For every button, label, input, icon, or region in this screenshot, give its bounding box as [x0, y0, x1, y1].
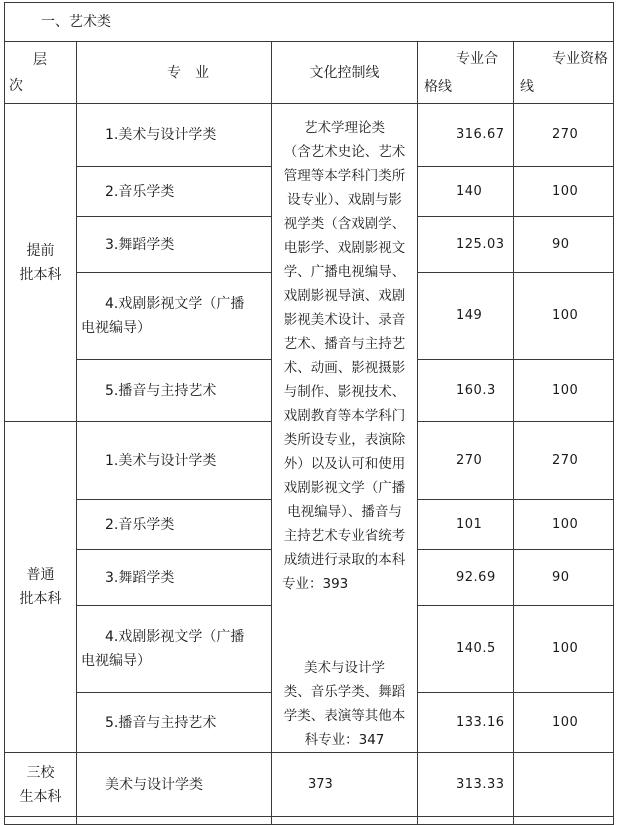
- control-line: （含艺术史论、艺术: [283, 144, 406, 160]
- header-level: [5, 42, 77, 104]
- header-qualification-line: [514, 42, 614, 104]
- pass-score-cell: 140: [418, 167, 514, 217]
- table-row: [5, 753, 614, 817]
- major-line1: 4.戏剧影视文学（广播: [105, 296, 245, 312]
- qualification-score-cell: 90: [514, 217, 614, 273]
- major-line2: 电视编导）: [81, 653, 151, 669]
- control-line: 美术与设计学: [304, 660, 385, 676]
- level-line2: 批本科: [19, 591, 62, 607]
- control-text-block-1: [280, 116, 409, 596]
- major-cell: [77, 606, 272, 693]
- level-cell-regular-batch: [5, 422, 77, 753]
- control-line: 成绩进行录取的本科: [283, 552, 406, 568]
- control-line: 专业：393: [282, 576, 349, 592]
- control-line: 电视编导）、播音与: [287, 504, 402, 520]
- level-line2: 批本科: [19, 266, 62, 283]
- major-line1: 4.戏剧影视文学（广播: [105, 629, 245, 645]
- qualification-score-cell: 100: [514, 273, 614, 360]
- control-line: 科专业：347: [304, 732, 385, 748]
- header-qual-line2: 线: [520, 78, 534, 95]
- pass-score-cell: 140.5: [418, 606, 514, 693]
- control-line: 类所设专业，表演除: [283, 432, 406, 448]
- pass-score-cell: 313.33: [418, 753, 514, 817]
- major-cell: 5.播音与主持艺术: [77, 693, 272, 753]
- header-pass-line2: 格线: [424, 78, 452, 95]
- major-cell: 3.舞蹈学类: [77, 217, 272, 273]
- qualification-score-cell: 100: [514, 500, 614, 550]
- header-level-line1: 层: [33, 51, 47, 68]
- major-cell: 5.播音与主持艺术: [77, 360, 272, 422]
- major-line2: 电视编导）: [81, 320, 151, 336]
- major-cell: 美术与设计学类: [77, 753, 272, 817]
- major-cell: 2.音乐学类: [77, 167, 272, 217]
- control-line: 类、音乐学类、舞蹈: [283, 684, 406, 700]
- control-line: 与制作、影视技术、: [283, 384, 406, 400]
- qualification-score-cell: [514, 753, 614, 817]
- level-line1: 三校: [26, 764, 55, 781]
- header-row: [5, 42, 614, 104]
- control-line-cell: [272, 104, 418, 753]
- control-line: 戏剧教育等本学科门: [283, 408, 406, 424]
- control-line: 设专业）、戏剧与影: [287, 192, 402, 208]
- level-cell-early-batch: [5, 104, 77, 422]
- pass-score-cell: 92.69: [418, 550, 514, 606]
- control-line: 电影学、戏剧影视文: [283, 240, 406, 256]
- control-line: 学、广播电视编导、: [283, 264, 406, 280]
- qualification-score-cell: 100: [514, 606, 614, 693]
- header-pass-line1: 专业合: [456, 50, 498, 67]
- control-line: 艺术、播音与主持艺: [283, 336, 406, 352]
- major-cell: 1.美术与设计学类: [77, 104, 272, 167]
- table-row: [5, 104, 614, 167]
- pass-score-cell: 125.03: [418, 217, 514, 273]
- control-line: 管理等本学科门类所: [283, 168, 406, 184]
- header-control-line: 文化控制线: [272, 42, 418, 104]
- control-text-block-2: [280, 656, 409, 752]
- control-line: 外）以及认可和使用: [283, 456, 406, 472]
- pass-score-cell: 270: [418, 422, 514, 500]
- major-cell: [77, 273, 272, 360]
- pass-score-cell: 160.3: [418, 360, 514, 422]
- control-line: 艺术学理论类: [304, 120, 385, 136]
- control-line: 戏剧影视导演、戏剧: [283, 288, 406, 304]
- qualification-score-cell: 270: [514, 422, 614, 500]
- header-major: 专 业: [77, 42, 272, 104]
- qualification-score-cell: 100: [514, 360, 614, 422]
- control-line: 学类、表演等其他本: [283, 708, 406, 724]
- level-line1: 提前: [26, 242, 55, 259]
- pass-score-cell: 101: [418, 500, 514, 550]
- major-cell: 3.舞蹈学类: [77, 550, 272, 606]
- pass-score-cell: 133.16: [418, 693, 514, 753]
- control-line: 戏剧影视文学（广播: [283, 480, 406, 496]
- header-qual-line1: 专业资格: [552, 50, 608, 67]
- qualification-score-cell: 100: [514, 167, 614, 217]
- level-line1: 普通: [26, 567, 55, 583]
- level-cell-three-school: [5, 753, 77, 817]
- major-cell: 1.美术与设计学类: [77, 422, 272, 500]
- control-line: 主持艺术专业省统考: [283, 528, 406, 544]
- art-admission-table: [4, 2, 614, 825]
- qualification-score-cell: 100: [514, 693, 614, 753]
- major-cell: 2.音乐学类: [77, 500, 272, 550]
- qualification-score-cell: 270: [514, 104, 614, 167]
- table-caption: 一、艺术类: [5, 3, 614, 42]
- header-level-line2: 次: [9, 77, 23, 94]
- control-line: 影视美术设计、录音: [283, 312, 406, 328]
- qualification-score-cell: 90: [514, 550, 614, 606]
- level-line2: 生本科: [19, 788, 62, 805]
- pass-score-cell: 316.67: [418, 104, 514, 167]
- pass-score-cell: 149: [418, 273, 514, 360]
- header-pass-line: [418, 42, 514, 104]
- control-line-cell-three-school: 373: [272, 753, 418, 817]
- control-line: 视学类（含戏剧学、: [283, 216, 406, 232]
- control-line: 术、动画、影视摄影: [283, 360, 406, 376]
